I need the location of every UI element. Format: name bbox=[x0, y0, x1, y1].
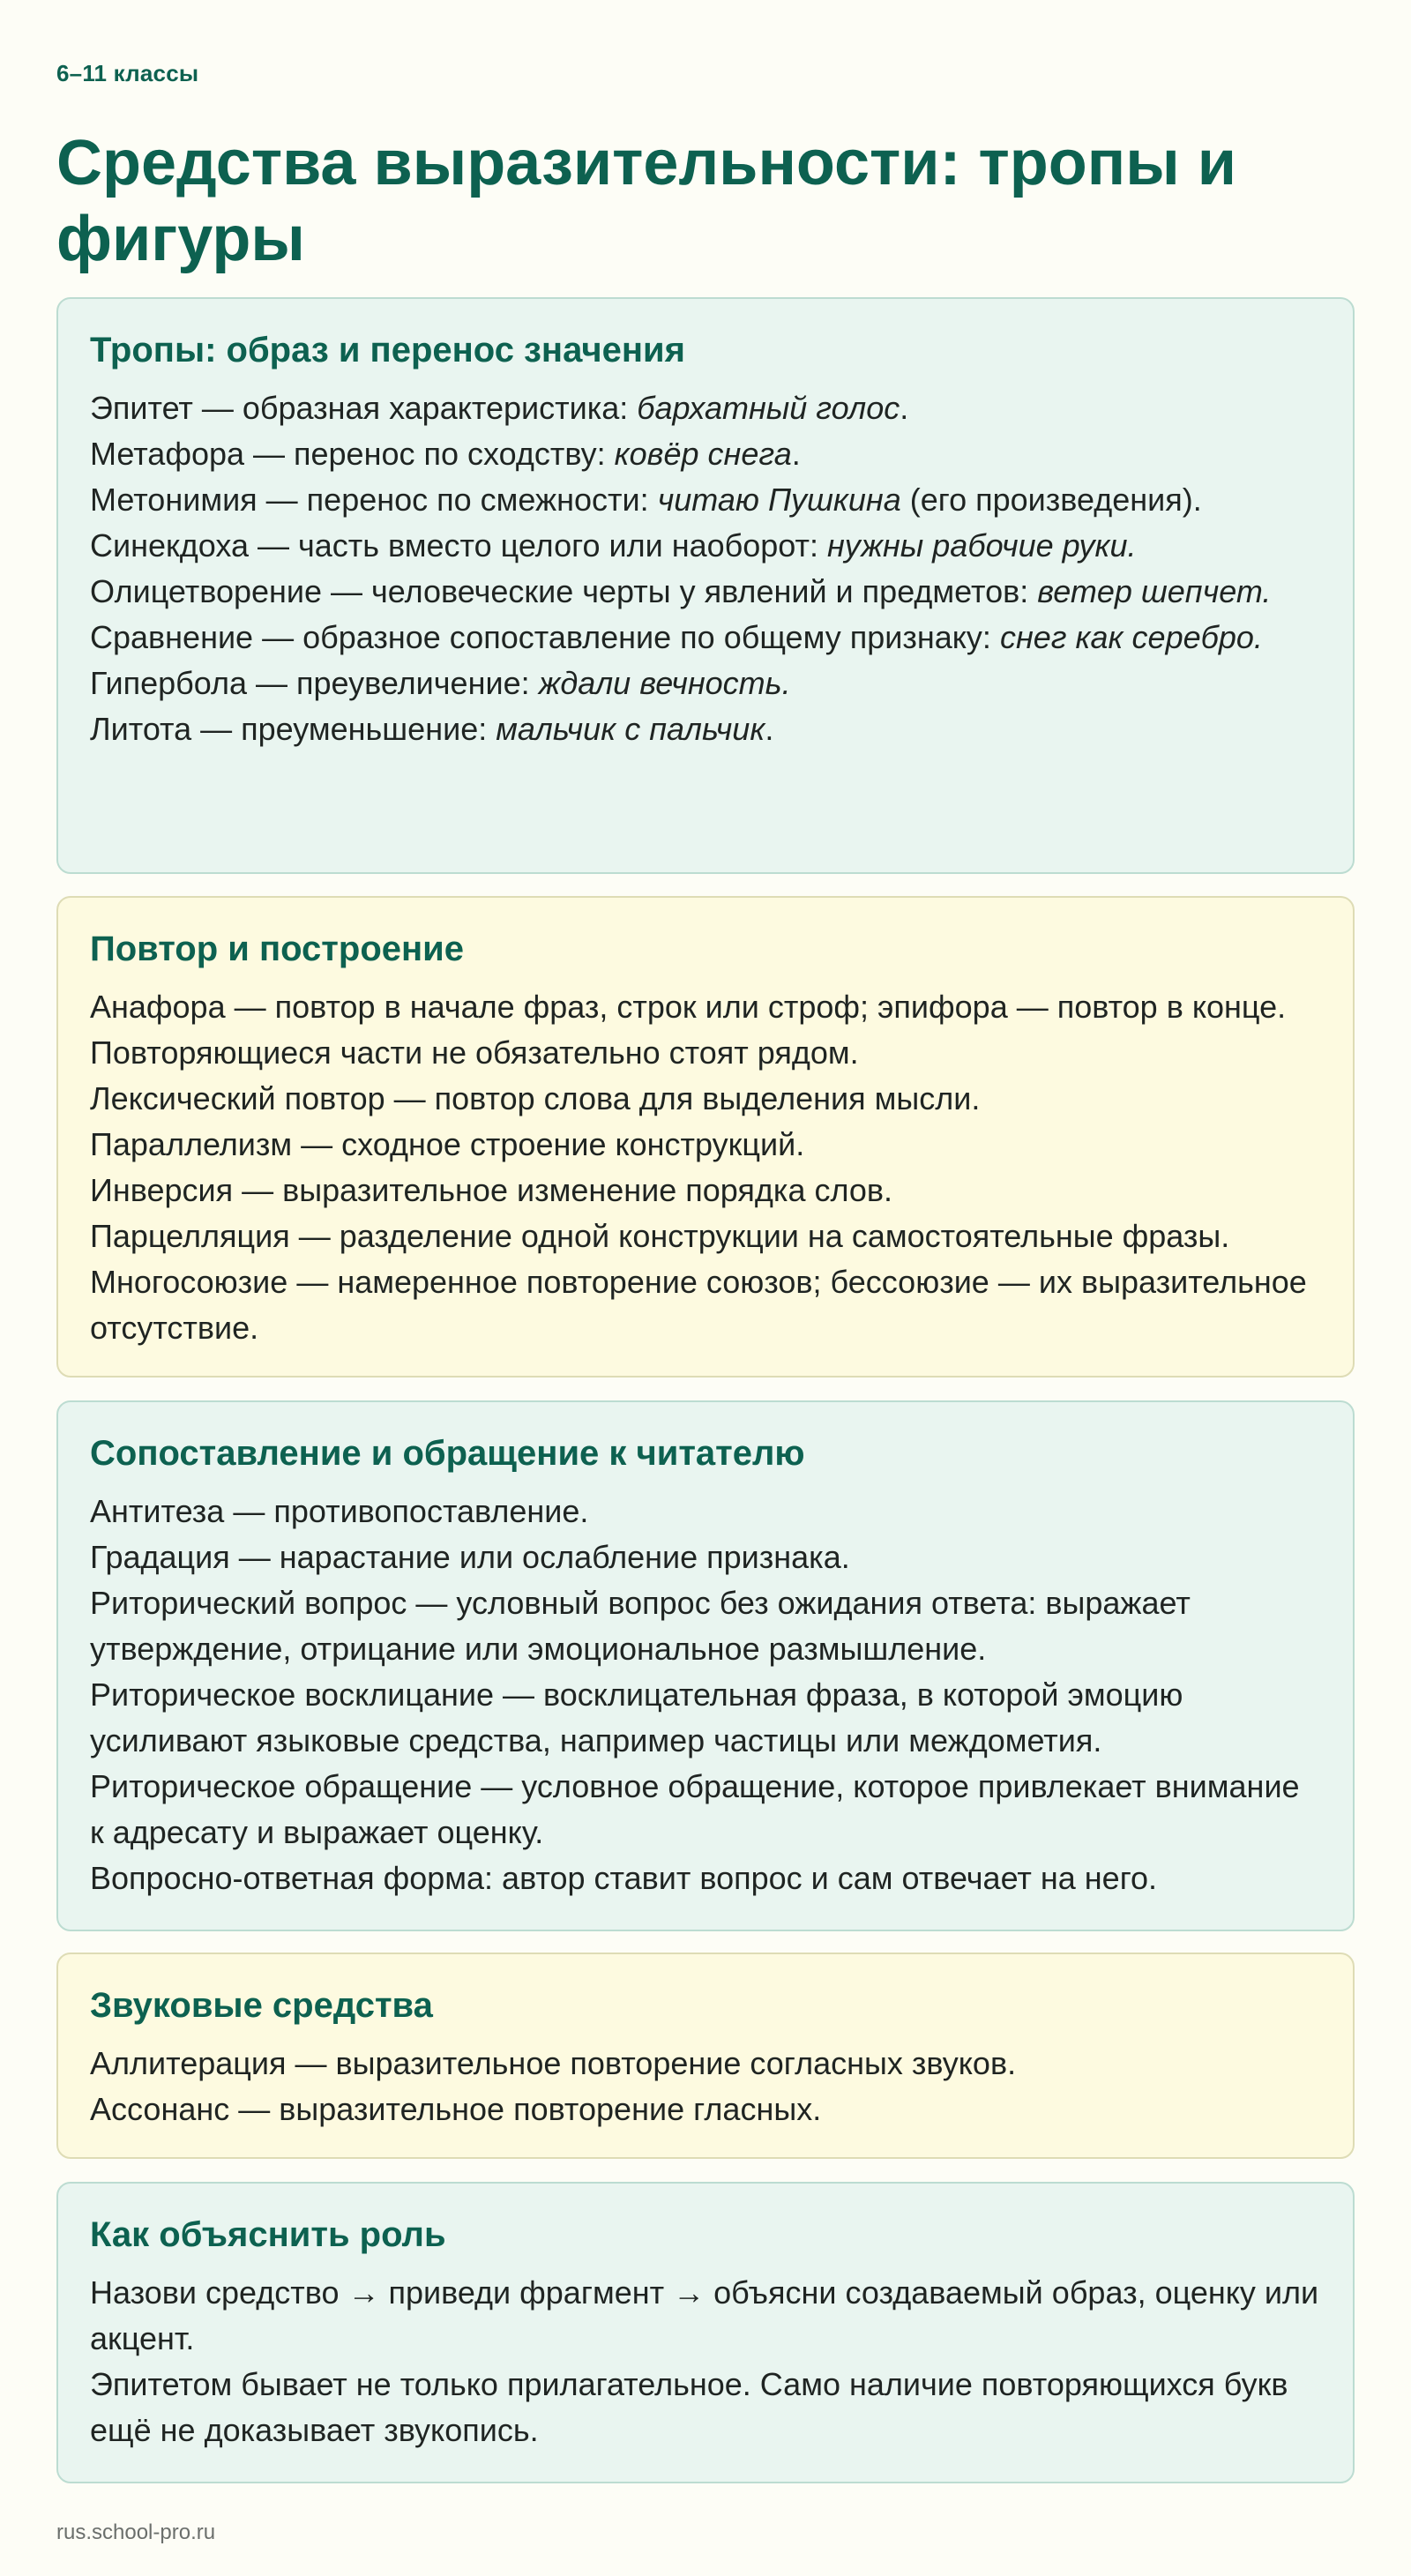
example: читаю Пушкина bbox=[657, 482, 901, 518]
example: нужны рабочие руки. bbox=[827, 527, 1137, 564]
line-lexical-repeat: Лексический повтор — повтор слова для выделения мысли. bbox=[90, 1080, 981, 1116]
example: ждали вечность. bbox=[538, 665, 791, 701]
section-how-to-explain bbox=[56, 2182, 1355, 2483]
section-comparison-address bbox=[56, 1400, 1355, 1931]
section-heading: Повтор и построение bbox=[90, 930, 465, 968]
line-comparison: Сравнение — образное сопоставление по общему признаку: снег как серебро. bbox=[90, 619, 1263, 655]
line-synecdoche: Синекдоха — часть вместо целого или наоборот: нужны рабочие руки. bbox=[90, 527, 1137, 564]
line-metaphor: Метафора — перенос по сходству: ковёр снега. bbox=[90, 436, 801, 472]
page-title: Средства выразительности: тропы и фигуры bbox=[56, 128, 1236, 274]
line-anaphora: Анафора — повтор в начале фраз, строк или строф; эпифора — повтор в конце. Повторяющиеся части не обязательно стоят рядом. bbox=[90, 989, 1287, 1071]
section-tropes bbox=[56, 297, 1355, 874]
line-litotes: Литота — преуменьшение: мальчик с пальчик. bbox=[90, 711, 774, 747]
line-question-answer: Вопросно-ответная форма: автор ставит вопрос и сам отвечает на него. bbox=[90, 1860, 1158, 1896]
grade-label: 6–11 классы bbox=[56, 60, 199, 86]
line-alliteration: Аллитерация — выразительное повторение согласных звуков. bbox=[90, 2045, 1017, 2081]
line-epithet: Эпитет — образная характеристика: бархатный голос. bbox=[90, 390, 909, 426]
example: ветер шепчет. bbox=[1037, 573, 1272, 609]
example: мальчик с пальчик bbox=[496, 711, 765, 747]
example: снег как серебро. bbox=[999, 619, 1263, 655]
example: ковёр снега bbox=[614, 436, 792, 472]
example: бархатный голос bbox=[637, 390, 900, 426]
section-heading: Сопоставление и обращение к читателю bbox=[90, 1434, 805, 1473]
line-hyperbole: Гипербола — преувеличение: ждали вечность. bbox=[90, 665, 791, 701]
line-rhetorical-exclamation: Риторическое восклицание — восклицательная фраза, в которой эмоцию усиливают языковые средства, например частицы или междометия. bbox=[90, 1676, 1183, 1758]
line-method: Назови средство → приведи фрагмент → объясни создаваемый образ, оценку или акцент. bbox=[90, 2274, 1319, 2356]
section-repetition bbox=[56, 896, 1355, 1378]
section-heading: Тропы: образ и перенос значения bbox=[90, 331, 685, 370]
line-inversion: Инверсия — выразительное изменение порядка слов. bbox=[90, 1172, 893, 1208]
line-parcellation: Парцелляция — разделение одной конструкции на самостоятельные фразы. bbox=[90, 1218, 1230, 1254]
line-note: Эпитетом бывает не только прилагательное. Само наличие повторяющихся букв ещё не доказывает звукопись. bbox=[90, 2366, 1288, 2448]
footer-site: rus.school-pro.ru bbox=[56, 2520, 216, 2544]
line-antithesis: Антитеза — противопоставление. bbox=[90, 1493, 589, 1529]
section-heading: Звуковые средства bbox=[90, 1986, 433, 2025]
line-polysyndeton: Многосоюзие — намеренное повторение союзов; бессоюзие — их выразительное отсутствие. bbox=[90, 1264, 1307, 1346]
section-sound bbox=[56, 1953, 1355, 2159]
line-rhetorical-question: Риторический вопрос — условный вопрос без ожидания ответа: выражает утверждение, отрицание или эмоциональное размышление. bbox=[90, 1585, 1191, 1667]
line-rhetorical-address: Риторическое обращение — условное обращение, которое привлекает внимание к адресату и выражает оценку. bbox=[90, 1768, 1300, 1850]
line-personification: Олицетворение — человеческие черты у явлений и предметов: ветер шепчет. bbox=[90, 573, 1272, 609]
line-parallelism: Параллелизм — сходное строение конструкций. bbox=[90, 1126, 805, 1162]
line-assonance: Ассонанс — выразительное повторение гласных. bbox=[90, 2091, 822, 2127]
section-heading: Как объяснить роль bbox=[90, 2215, 446, 2254]
line-gradation: Градация — нарастание или ослабление признака. bbox=[90, 1539, 850, 1575]
line-metonymy: Метонимия — перенос по смежности: читаю Пушкина (его произведения). bbox=[90, 482, 1202, 518]
